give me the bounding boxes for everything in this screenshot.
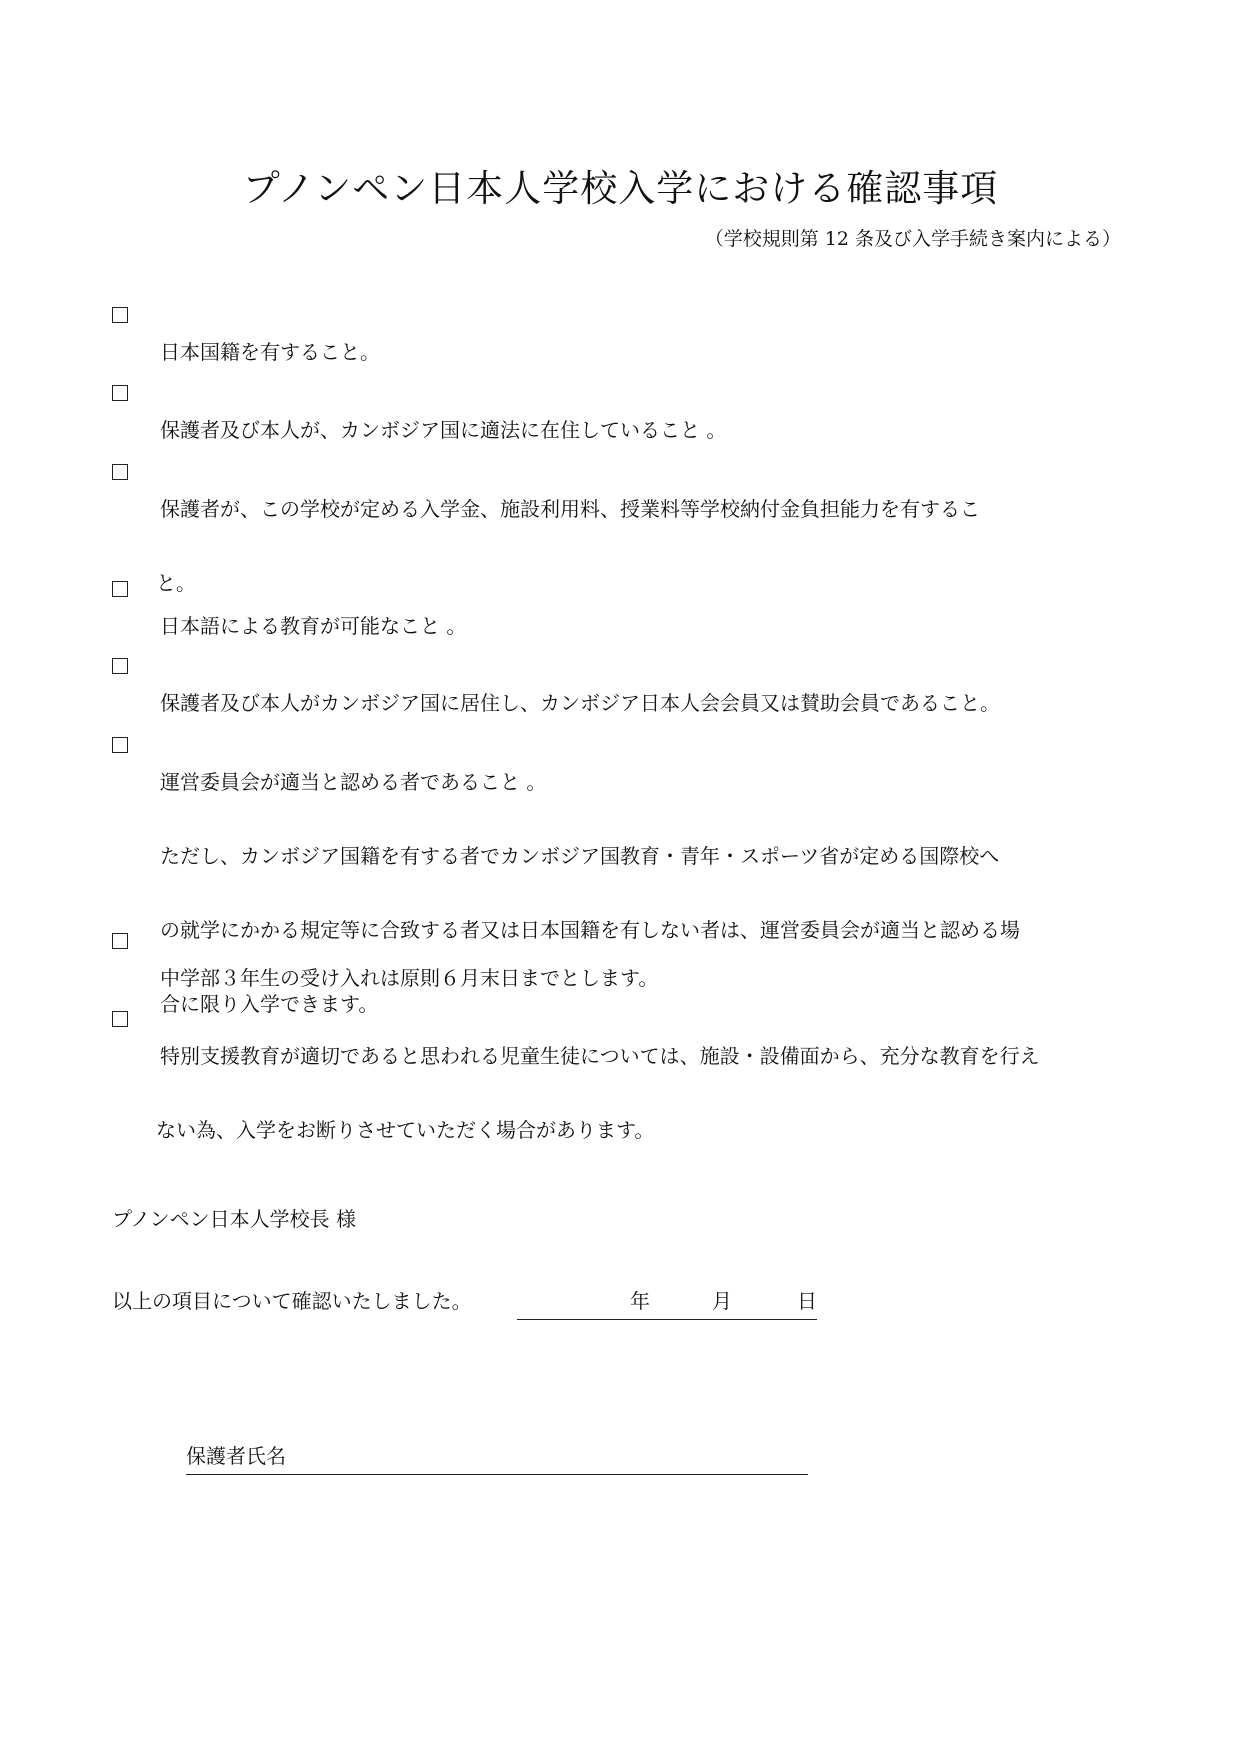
checkbox-empty[interactable] <box>112 385 128 401</box>
item-line: 保護者が、この学校が定める入学金、施設利用料、授業料等学校納付金負担能力を有するこ <box>160 497 980 521</box>
date-field[interactable] <box>517 1285 817 1320</box>
item-line: 保護者及び本人がカンボジア国に居住し、カンボジア日本人会会員又は賛助会員であること。 <box>160 691 1000 715</box>
item-line: 運営委員会が適当と認める者であること 。 <box>160 770 547 794</box>
checkbox-empty[interactable] <box>112 658 128 674</box>
document-title: プノンペン日本人学校入学における確認事項 <box>242 167 999 210</box>
item-line: 日本国籍を有すること。 <box>160 340 380 364</box>
checkbox-empty[interactable] <box>112 307 128 323</box>
item-line: 合に限り入学できます。 <box>160 992 379 1016</box>
checkbox-empty[interactable] <box>112 933 128 949</box>
date-month-label: 月 <box>712 1289 732 1313</box>
guardian-name-label: 保護者氏名 <box>186 1444 286 1468</box>
checkbox-empty[interactable] <box>112 464 128 480</box>
item-line: 中学部３年生の受け入れは原則６月末日までとします。 <box>160 966 659 990</box>
item-line: 保護者及び本人が、カンボジア国に適法に在住していること 。 <box>160 418 727 442</box>
item-line: の就学にかかる規定等に合致する者又は日本国籍を有しない者は、運営委員会が適当と認める場 <box>160 918 1020 942</box>
checkbox-empty[interactable] <box>112 1011 128 1027</box>
date-year-label: 年 <box>630 1289 650 1313</box>
item-line: と。 <box>156 571 196 595</box>
checklist-item-text <box>156 1001 1160 1186</box>
confirmation-row <box>112 1285 852 1319</box>
document-subtitle: （学校規則第 12 条及び入学手続き案内による） <box>704 228 1121 250</box>
item-line: ない為、入学をお断りさせていただく場合があります。 <box>156 1118 655 1142</box>
checkbox-empty[interactable] <box>112 737 128 753</box>
item-line: ただし、カンボジア国籍を有する者でカンボジア国教育・青年・スポーツ省が定める国際校へ <box>160 844 1000 868</box>
date-day-label: 日 <box>797 1289 817 1313</box>
item-line: 日本語による教育が可能なこと 。 <box>160 614 467 638</box>
confirmation-text: 以上の項目について確認いたしました。 <box>112 1289 472 1313</box>
item-line: 特別支援教育が適切であると思われる児童生徒については、施設・設備面から、充分な教育を行え <box>160 1044 1040 1068</box>
addressee: プノンペン日本人学校長 様 <box>112 1207 356 1231</box>
checkbox-empty[interactable] <box>112 581 128 597</box>
guardian-name-field[interactable] <box>186 1440 808 1475</box>
